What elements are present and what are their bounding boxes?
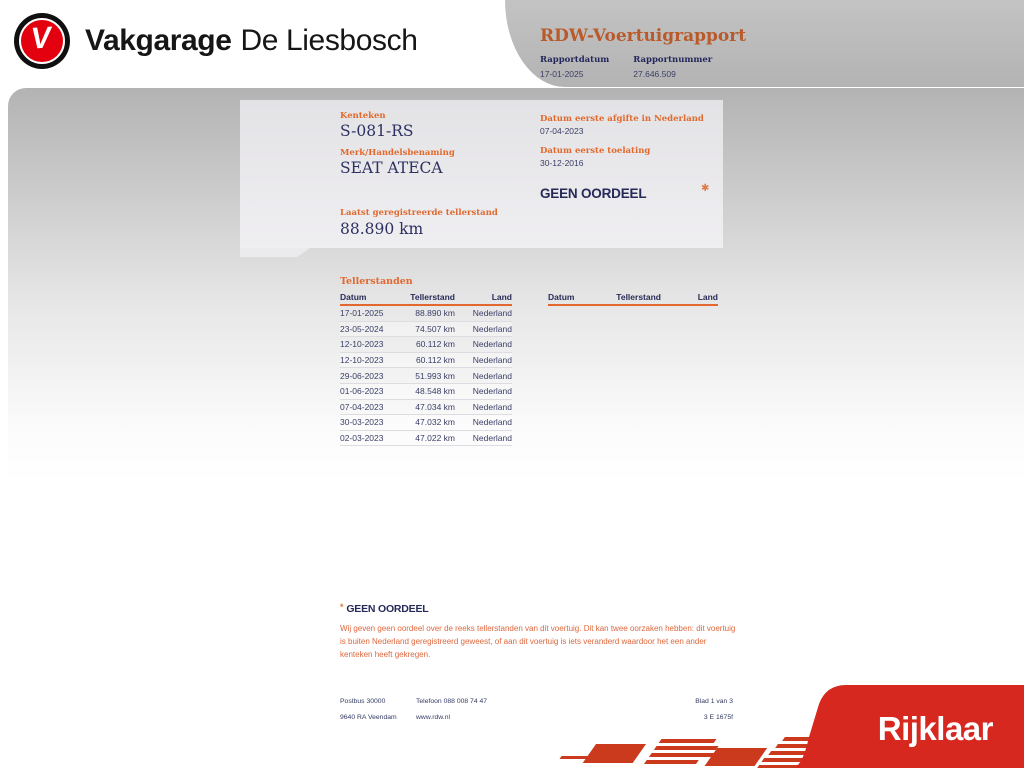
report-date-label: Rapportdatum <box>540 55 610 65</box>
table-row <box>340 322 512 338</box>
table-cell: 12-10-2023 <box>340 339 384 350</box>
logo-letter: V <box>29 21 53 56</box>
table-cell: 88.890 km <box>415 308 455 319</box>
footnote-title <box>340 602 740 615</box>
vehicle-summary-box <box>240 100 723 248</box>
kenteken-label: Kenteken <box>340 111 386 121</box>
report-title: RDW-Voertuigrapport <box>540 26 747 46</box>
report-number-label: Rapportnummer <box>633 55 713 65</box>
footer-website: www.rdw.nl <box>416 714 450 721</box>
table-cell: 29-06-2023 <box>340 370 384 381</box>
table-row <box>340 400 512 416</box>
table-cell: Nederland <box>472 386 512 397</box>
report-date-value: 17-01-2025 <box>540 69 584 79</box>
footnote-title-text: GEEN OORDEEL <box>346 603 429 615</box>
odometer-table-1 <box>340 290 512 446</box>
oordeel-status: GEEN OORDEEL <box>540 186 647 201</box>
afgifte-value: 07-04-2023 <box>540 126 584 136</box>
table-cell: Nederland <box>472 323 512 334</box>
col-tellerstand: Tellerstand <box>410 292 455 302</box>
dealer-name <box>85 24 418 58</box>
document-footer <box>340 694 733 726</box>
table-cell: 01-06-2023 <box>340 386 384 397</box>
table-cell: 60.112 km <box>415 339 455 350</box>
table-cell: 30-03-2023 <box>340 417 384 428</box>
dealer-name-regular: De Liesbosch <box>240 24 418 57</box>
table-cell: 47.034 km <box>415 401 455 412</box>
rdw-stripes-graphic-icon <box>543 734 833 768</box>
table-cell: Nederland <box>472 417 512 428</box>
afgifte-label: Datum eerste afgifte in Nederland <box>540 114 704 124</box>
report-number-value: 27.646.509 <box>633 69 676 79</box>
table-row <box>340 431 512 447</box>
col-tellerstand: Tellerstand <box>616 292 661 302</box>
footnote <box>340 602 740 662</box>
table-row <box>340 337 512 353</box>
col-land: Land <box>697 292 718 302</box>
col-land: Land <box>491 292 512 302</box>
kenteken-value: S-081-RS <box>340 122 414 140</box>
table-cell: 47.022 km <box>415 433 455 444</box>
table-row <box>340 415 512 431</box>
footer-postbus: Postbus 30000 <box>340 698 386 705</box>
table-cell: 74.507 km <box>415 323 455 334</box>
table-cell: Nederland <box>472 401 512 412</box>
footer-telefoon: Telefoon 088 008 74 47 <box>416 698 488 705</box>
col-datum: Datum <box>340 292 367 302</box>
report-field-date <box>540 55 609 79</box>
table-cell: 60.112 km <box>415 355 455 366</box>
table-cell: Nederland <box>472 370 512 381</box>
table-cell: 48.548 km <box>415 386 455 397</box>
footer-plaats: 9640 RA Veendam <box>340 714 397 721</box>
table-row <box>340 384 512 400</box>
table-cell: Nederland <box>472 355 512 366</box>
toelating-label: Datum eerste toelating <box>540 146 651 156</box>
odometer-table-body <box>340 306 512 446</box>
vakgarage-logo-inner <box>19 18 65 64</box>
footer-formnr: 3 E 1675f <box>703 714 733 721</box>
table-cell: Nederland <box>472 433 512 444</box>
tellerstanden-heading: Tellerstanden <box>340 276 413 287</box>
table-cell: 17-01-2025 <box>340 308 384 319</box>
rijklaar-badge-label: Rijklaar <box>877 710 993 747</box>
odometer-table-1-header <box>340 290 512 306</box>
tellerstand-value: 88.890 km <box>340 220 424 238</box>
table-cell: 07-04-2023 <box>340 401 384 412</box>
table-row <box>340 353 512 369</box>
col-datum: Datum <box>548 292 575 302</box>
table-row <box>340 368 512 384</box>
vakgarage-logo-icon <box>14 13 70 69</box>
odometer-table-2 <box>548 290 718 306</box>
table-cell: 02-03-2023 <box>340 433 384 444</box>
report-fields <box>540 55 736 79</box>
oordeel-asterisk-icon: ✱ <box>701 183 710 194</box>
tellerstand-label: Laatst geregistreerde tellerstand <box>340 208 498 218</box>
dealer-name-bold: Vakgarage <box>85 24 232 57</box>
table-cell: 51.993 km <box>415 370 455 381</box>
table-cell: Nederland <box>472 339 512 350</box>
table-cell: Nederland <box>472 308 512 319</box>
footer-row-2 <box>340 710 733 726</box>
toelating-value: 30-12-2016 <box>540 158 584 168</box>
table-cell: 12-10-2023 <box>340 355 384 366</box>
merk-label: Merk/Handelsbenaming <box>340 148 455 158</box>
footer-blad: Blad 1 van 3 <box>695 698 733 705</box>
merk-value: SEAT ATECA <box>340 159 443 177</box>
report-field-number <box>633 55 712 79</box>
footnote-asterisk-icon: * <box>340 602 344 612</box>
table-cell: 23-05-2024 <box>340 323 384 334</box>
odometer-table-2-header <box>548 290 718 306</box>
table-row <box>340 306 512 322</box>
table-cell: 47.032 km <box>415 417 455 428</box>
footer-row-1 <box>340 694 733 710</box>
footnote-text: Wij geven geen oordeel over de reeks tellerstanden van dit voertuig. Dit kan twee oorzaken hebben: dit voertuig is buiten Nederland geregistreerd geweest, of aan dit voertuig is iets veranderd waardoor het een ander kenteken heeft gekregen. <box>340 624 736 660</box>
